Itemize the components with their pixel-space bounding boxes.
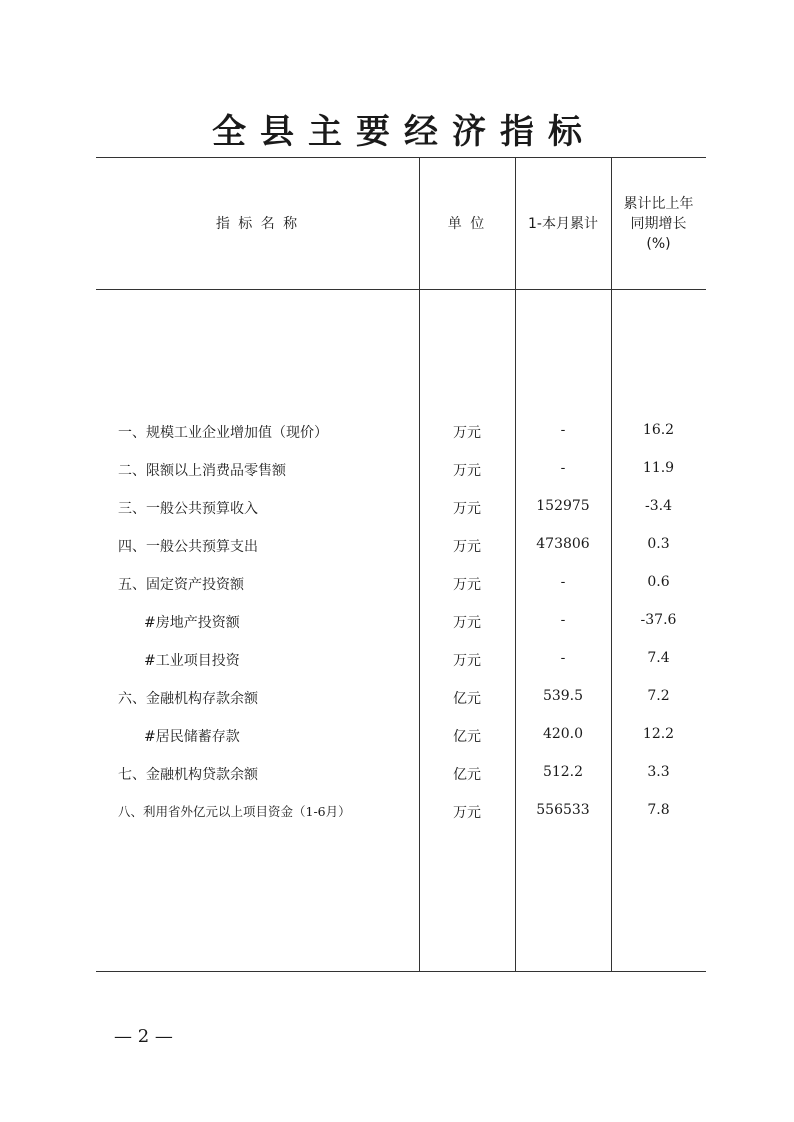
table-row: [96, 754, 706, 792]
indicator-table-body: [96, 412, 706, 830]
header-growth-line2: 同期增长: [630, 216, 687, 232]
indicator-growth: 12.2: [642, 726, 675, 742]
indicator-growth: 7.8: [647, 802, 670, 818]
indicator-growth: 16.2: [642, 422, 675, 438]
table-row: [96, 564, 706, 602]
table-row: [96, 526, 706, 564]
table-row: [96, 450, 706, 488]
page-number: — 2 —: [114, 1026, 173, 1047]
indicator-name: 三、一般公共预算收入: [118, 501, 258, 517]
header-growth-line3: (%): [646, 236, 671, 252]
header-bottom-border: [96, 289, 706, 290]
header-indicator-name: 指 标 名 称: [215, 216, 300, 232]
header-unit: 单 位: [447, 216, 487, 232]
indicator-growth: 3.3: [647, 764, 670, 780]
indicator-unit: 亿元: [453, 767, 481, 783]
table-row: [96, 792, 706, 830]
indicator-cumulative: 473806: [536, 536, 590, 552]
indicator-unit: 万元: [453, 539, 481, 555]
header-growth-line1: 累计比上年: [623, 196, 694, 212]
indicator-name: #居民储蓄存款: [144, 729, 240, 745]
table-row: [96, 488, 706, 526]
indicator-growth: 7.2: [647, 688, 670, 704]
table-bottom-border: [96, 971, 706, 972]
indicator-growth: -37.6: [640, 612, 677, 628]
indicator-growth: 0.3: [647, 536, 670, 552]
indicator-unit: 万元: [453, 577, 481, 593]
table-row: [96, 412, 706, 450]
indicator-cumulative: 539.5: [542, 688, 584, 704]
indicator-name: #房地产投资额: [144, 615, 240, 631]
indicator-cumulative: -: [560, 612, 566, 628]
indicator-cumulative: 152975: [536, 498, 590, 514]
indicator-cumulative: -: [560, 650, 566, 666]
header-cumulative: 1-本月累计: [528, 216, 598, 232]
indicator-cumulative: -: [560, 422, 566, 438]
table-top-border: [96, 157, 706, 158]
table-row: [96, 716, 706, 754]
indicator-name: 四、一般公共预算支出: [118, 539, 258, 555]
indicator-growth: 0.6: [647, 574, 670, 590]
indicator-name: 七、金融机构贷款余额: [118, 767, 258, 783]
indicator-growth: 7.4: [647, 650, 670, 666]
indicator-unit: 万元: [453, 425, 481, 441]
indicator-cumulative: -: [560, 460, 566, 476]
header-growth: [611, 194, 706, 254]
indicator-name: 六、金融机构存款余额: [118, 691, 258, 707]
page-title: 全县主要经济指标: [212, 112, 596, 152]
indicator-cumulative: -: [560, 574, 566, 590]
indicator-growth: 11.9: [642, 460, 675, 476]
indicator-unit: 亿元: [453, 729, 481, 745]
table-row: [96, 602, 706, 640]
table-row: [96, 640, 706, 678]
indicator-name: 一、规模工业企业增加值（现价）: [118, 425, 328, 441]
indicator-unit: 亿元: [453, 691, 481, 707]
table-row: [96, 678, 706, 716]
indicator-name: 二、限额以上消费品零售额: [118, 463, 286, 479]
indicator-unit: 万元: [453, 615, 481, 631]
indicator-cumulative: 512.2: [542, 764, 584, 780]
indicator-cumulative: 420.0: [542, 726, 584, 742]
indicator-growth: -3.4: [645, 498, 672, 514]
indicator-name: #工业项目投资: [144, 653, 240, 669]
indicator-unit: 万元: [453, 501, 481, 517]
indicator-name: 八、利用省外亿元以上项目资金（1-6月）: [118, 804, 351, 819]
indicator-name: 五、固定资产投资额: [118, 577, 244, 593]
indicator-unit: 万元: [453, 463, 481, 479]
indicator-unit: 万元: [453, 805, 481, 821]
indicator-cumulative: 556533: [536, 802, 590, 818]
indicator-unit: 万元: [453, 653, 481, 669]
